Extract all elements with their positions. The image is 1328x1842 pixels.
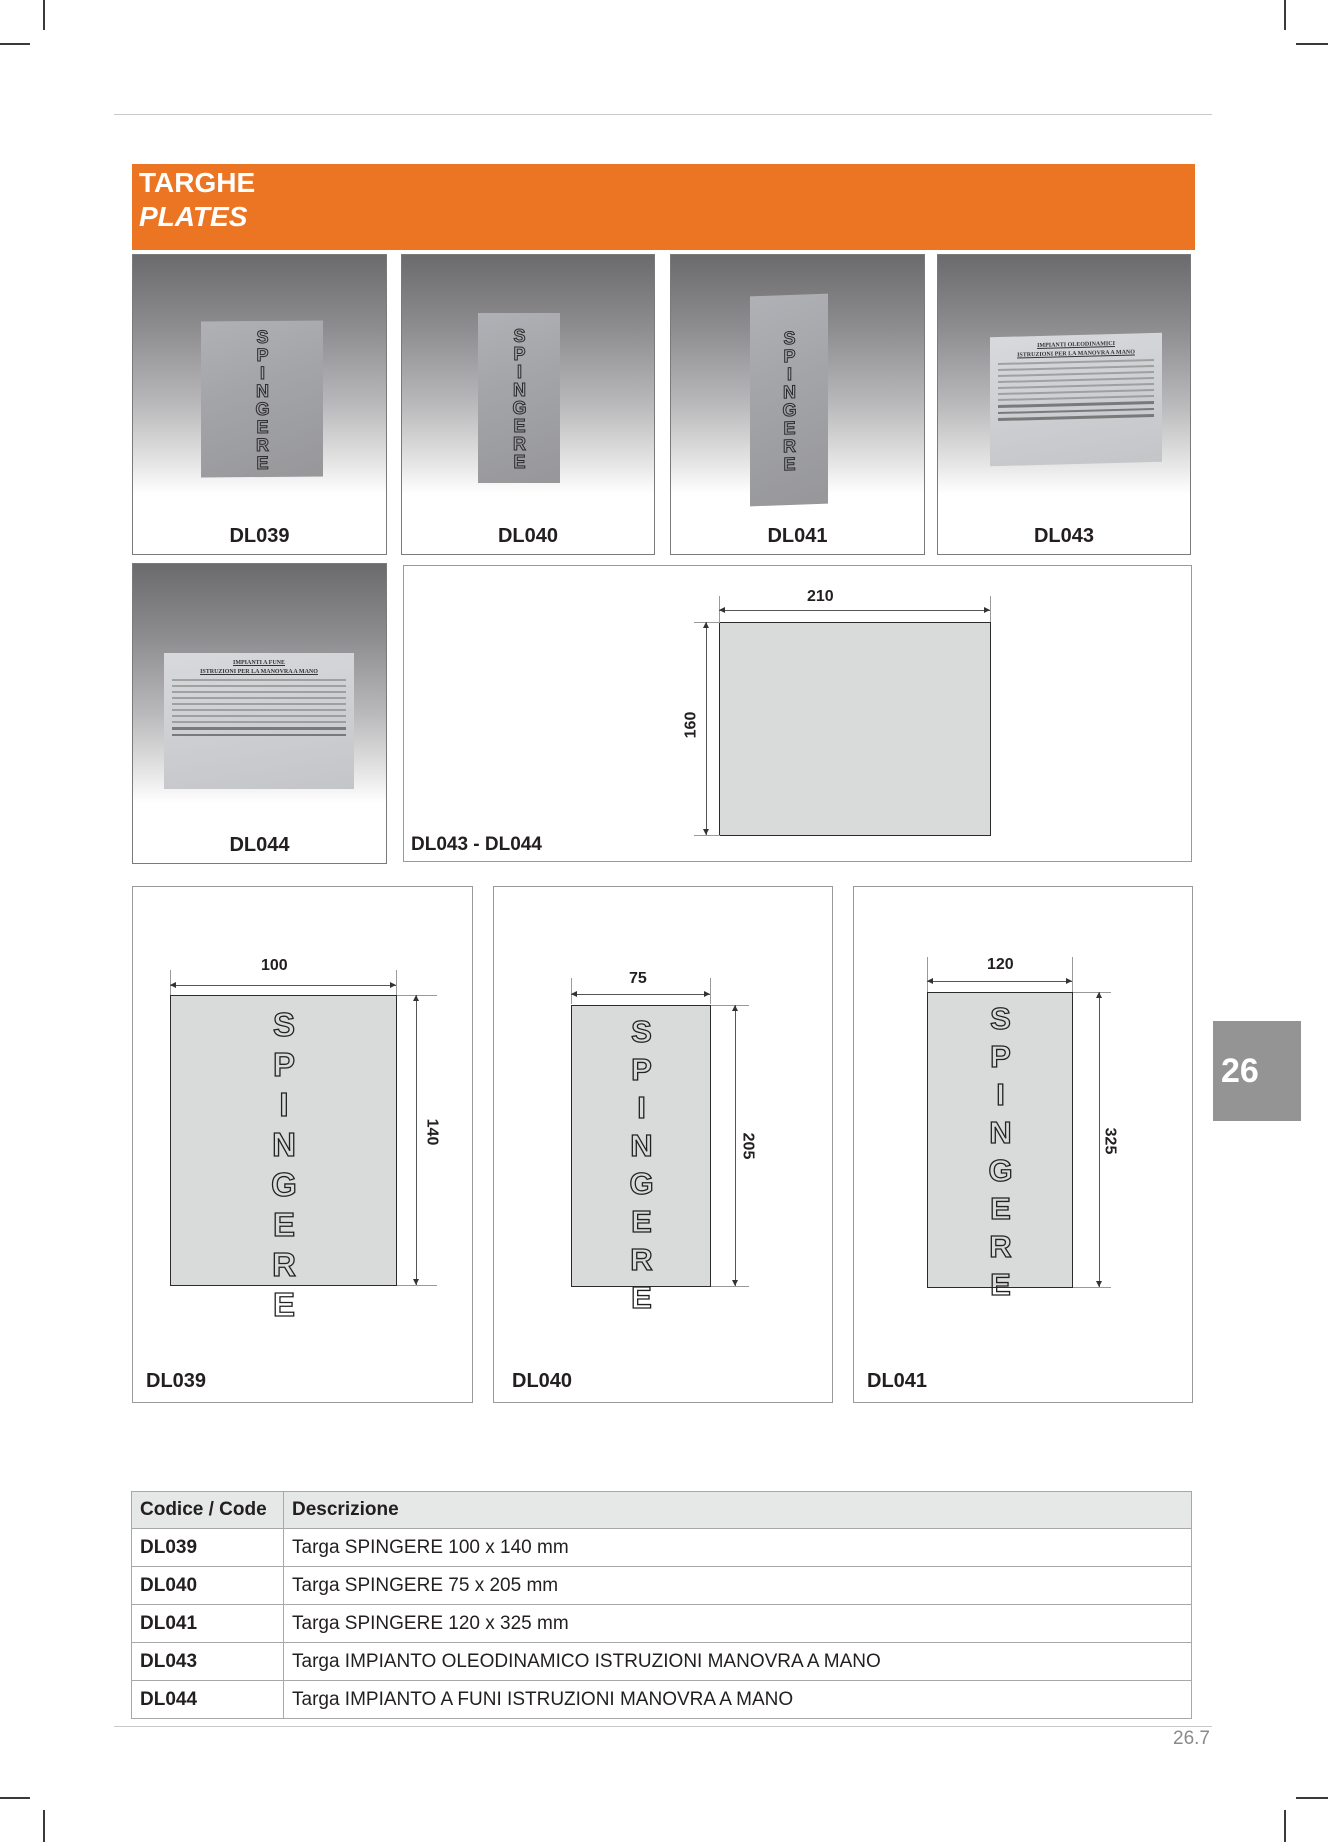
arrow-right-icon	[704, 991, 710, 997]
section-tab: 26	[1213, 1021, 1301, 1121]
width-dimension: 210	[807, 588, 834, 605]
product-table	[131, 1491, 1192, 1719]
plate-photo	[750, 294, 828, 507]
product-code-label: DL044	[229, 834, 290, 856]
arrow-right-icon	[390, 982, 396, 988]
page-number: 26.7	[1173, 1728, 1210, 1749]
extension-line	[1073, 992, 1111, 993]
extension-line	[1072, 957, 1073, 993]
height-dimension: 160	[682, 711, 700, 739]
extension-line	[710, 978, 711, 1004]
crop-mark-br-h	[1296, 1797, 1328, 1799]
height-dimension-line	[735, 1005, 736, 1286]
plate-heading-1: IMPIANTI A FUNE	[232, 660, 285, 666]
photo-tile-dl043	[937, 254, 1191, 555]
cell-code: DL043	[132, 1643, 284, 1681]
arrow-down-icon	[1096, 1281, 1102, 1287]
plate-text-line	[998, 401, 1154, 408]
table-header-row	[132, 1492, 1192, 1529]
cell-code: DL044	[132, 1681, 284, 1719]
photo-tile-dl041	[670, 254, 925, 555]
width-dimension-line	[170, 985, 396, 986]
arrow-left-icon	[170, 982, 176, 988]
plate-text-line	[172, 703, 346, 705]
arrow-down-icon	[732, 1280, 738, 1286]
height-dimension: 325	[1101, 1127, 1119, 1155]
plate-outline	[927, 992, 1073, 1305]
product-code-label: DL041	[767, 525, 828, 547]
extension-line	[711, 1286, 749, 1287]
extension-line	[397, 1285, 437, 1286]
arrow-down-icon	[703, 829, 709, 835]
plate-text: SPINGERE	[779, 327, 800, 473]
plate-text-line	[998, 395, 1154, 401]
extension-line	[990, 596, 991, 623]
plate-text: SPINGERE	[983, 1001, 1018, 1305]
drawing-code-label: DL039	[146, 1370, 207, 1392]
cell-description: Targa SPINGERE 120 x 325 mm	[284, 1605, 1192, 1643]
width-dimension-line	[571, 994, 710, 995]
cell-code: DL041	[132, 1605, 284, 1643]
cell-code: DL039	[132, 1529, 284, 1567]
plate-text-line	[998, 414, 1154, 421]
instruction-plate-photo	[164, 653, 354, 789]
height-dimension-line	[416, 995, 417, 1285]
plate-text-line	[998, 365, 1154, 371]
arrow-left-icon	[571, 991, 577, 997]
plate-text-line	[172, 685, 346, 687]
plate-text-line	[998, 371, 1154, 377]
arrow-right-icon	[1066, 978, 1072, 984]
column-header-code: Codice / Code	[132, 1492, 284, 1529]
cell-description: Targa IMPIANTO OLEODINAMICO ISTRUZIONI MANOVRA A MANO	[284, 1643, 1192, 1681]
plate-outline	[571, 1005, 711, 1318]
plate-text-line	[998, 389, 1154, 395]
extension-line	[396, 970, 397, 996]
cell-description: Targa SPINGERE 75 x 205 mm	[284, 1567, 1192, 1605]
height-dimension: 140	[423, 1118, 441, 1146]
extension-line	[1073, 1287, 1111, 1288]
plate-outline	[719, 622, 991, 836]
plate-text-line	[172, 709, 346, 711]
footer-rule	[114, 1726, 1212, 1727]
product-code-label: DL039	[229, 525, 290, 547]
plate-photo	[201, 320, 323, 477]
arrow-up-icon	[413, 995, 419, 1001]
plate-heading-2: ISTRUZIONI PER LA MANOVRA A MANO	[1017, 349, 1135, 359]
photo-tile-dl039	[132, 254, 387, 555]
drawing-dl040	[493, 886, 833, 1403]
plate-text-line	[172, 721, 346, 723]
photo-tile-dl040	[401, 254, 655, 555]
plate-heading-1: IMPIANTI OLEODINAMICI	[1037, 340, 1115, 350]
width-dimension-line	[719, 610, 990, 611]
arrow-up-icon	[732, 1005, 738, 1011]
crop-mark-bl-h	[0, 1797, 30, 1799]
arrow-up-icon	[1096, 992, 1102, 998]
arrow-up-icon	[703, 622, 709, 628]
arrow-right-icon	[984, 607, 990, 613]
crop-mark-br-v	[1284, 1810, 1286, 1842]
plate-text: SPINGERE	[509, 326, 530, 470]
extension-line	[927, 957, 928, 993]
crop-mark-tr-v	[1284, 0, 1286, 30]
plate-text-line	[172, 734, 346, 737]
drawing-code-label: DL041	[867, 1370, 928, 1392]
drawing-dl039	[132, 886, 473, 1403]
extension-line	[694, 835, 720, 836]
crop-mark-tr-h	[1296, 43, 1328, 45]
height-dimension: 205	[739, 1132, 757, 1160]
plate-text-line	[172, 727, 346, 730]
plate-text-line	[998, 377, 1154, 383]
section-header	[132, 164, 1195, 250]
crop-mark-tl-v	[43, 0, 45, 30]
table-row	[132, 1605, 1192, 1643]
cell-code: DL040	[132, 1567, 284, 1605]
table-row	[132, 1681, 1192, 1719]
width-dimension: 120	[987, 956, 1014, 973]
table-row	[132, 1643, 1192, 1681]
photo-tile-dl044	[132, 563, 387, 864]
width-dimension: 100	[261, 957, 288, 974]
plate-outline	[170, 995, 397, 1326]
arrow-down-icon	[413, 1279, 419, 1285]
crop-mark-bl-v	[43, 1810, 45, 1842]
height-dimension-line	[706, 622, 707, 835]
drawing-dl041	[853, 886, 1193, 1403]
crop-mark-tl-h	[0, 43, 30, 45]
width-dimension-line	[927, 981, 1072, 982]
plate-text: SPINGERE	[624, 1014, 659, 1318]
plate-text-line	[172, 691, 346, 693]
extension-line	[711, 1005, 749, 1006]
drawing-code-label: DL040	[512, 1370, 573, 1392]
plate-text-line	[998, 407, 1154, 414]
instruction-plate-photo	[990, 333, 1162, 467]
plate-text-line	[172, 715, 346, 717]
plate-text-line	[172, 697, 346, 699]
section-title-en: PLATES	[139, 201, 248, 232]
plate-text-line	[172, 679, 346, 681]
arrow-left-icon	[719, 607, 725, 613]
cell-description: Targa IMPIANTO A FUNI ISTRUZIONI MANOVRA A MANO	[284, 1681, 1192, 1719]
column-header-description: Descrizione	[284, 1492, 1192, 1529]
drawing-code-label: DL043 - DL044	[411, 834, 542, 855]
plate-text: SPINGERE	[265, 1006, 303, 1326]
arrow-left-icon	[927, 978, 933, 984]
plate-photo	[478, 313, 560, 483]
product-code-label: DL040	[497, 525, 559, 547]
plate-text-line	[998, 383, 1154, 389]
table-row	[132, 1567, 1192, 1605]
width-dimension: 75	[629, 970, 647, 987]
table-row	[132, 1529, 1192, 1567]
plate-heading-2: ISTRUZIONI PER LA MANOVRA A MANO	[200, 669, 318, 675]
section-title-it: TARGHE	[139, 167, 256, 198]
drawing-dl043-dl044	[403, 565, 1192, 862]
product-code-label: DL043	[1033, 525, 1095, 547]
plate-text: SPINGERE	[252, 326, 273, 472]
top-rule	[114, 114, 1212, 115]
cell-description: Targa SPINGERE 100 x 140 mm	[284, 1529, 1192, 1567]
